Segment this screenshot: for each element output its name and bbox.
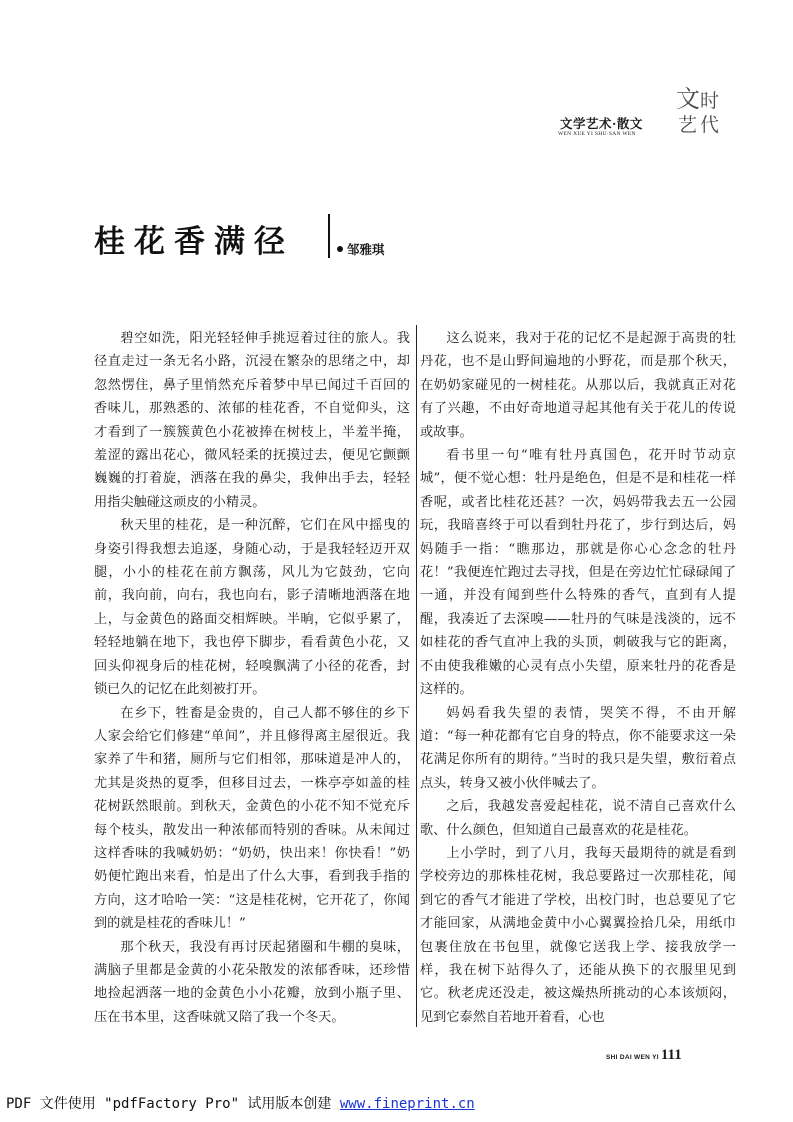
column-divider xyxy=(416,325,417,1027)
logo-char-shi: 时 xyxy=(700,90,720,112)
section-pinyin: WEN XUE YI SHU·SAN WEN xyxy=(558,131,636,137)
page-number: 111 xyxy=(660,1047,682,1063)
article-title: 桂花香满径 xyxy=(94,224,294,260)
article-right-column xyxy=(420,327,736,1029)
paragraph: 看书里一句“唯有牡丹真国色，花开时节动京城”，便不觉心想：牡丹是绝色，但是不是和桂花一样香呢，或者比桂花还甚？一次，妈妈带我去五一公园玩，我暗喜终于可以看到牡丹花了，步行到达后，妈妈随手一指：“瞧那边，那就是你心心念念的牡丹花！”我便连忙跑过去寻找，但是在旁边忙忙碌碌闻了一通，并没有闻到些什么特殊的香气，直到有人提醒，我凑近了去深嗅——牡丹的气味是浅淡的，远不如桂花的香气直冲上我的头顶，刺破我与它的距离，不由使我稚嫩的心灵有点小失望，原来牡丹的花香是这样的。 xyxy=(420,448,736,698)
paragraph: 之后，我越发喜爱起桂花，说不清自己喜欢什么歌、什么颜色，但知道自己最喜欢的花是桂花。 xyxy=(420,799,736,838)
title-divider xyxy=(328,214,330,258)
paragraph: 这么说来，我对于花的记忆不是起源于高贵的牡丹花，也不是山野间遍地的小野花，而是那个秋天，在奶奶家碰见的一树桂花。从那以后，我就真正对花有了兴趣，不由好奇地道寻起其他有关于花儿的传说或故事。 xyxy=(420,331,736,440)
author-bullet-icon xyxy=(337,246,343,252)
section-title: 文学艺术·散文 xyxy=(560,116,643,131)
paragraph: 秋天里的桂花，是一种沉醉，它们在风中摇曳的身姿引得我想去追逐，身随心动，于是我轻轻迈开双腿，小小的桂花在前方飘荡，风儿为它鼓劲，它向前，我向前，向右，我也向右，影子清晰地洒落在地上，与金黄色的路面交相辉映。半晌，它似乎累了，轻轻地躺在地下，我也停下脚步，看看黄色小花，又回头仰视身后的桂花树，轻嗅飘满了小径的花香，封锁已久的记忆在此刻被打开。 xyxy=(94,518,410,698)
article-left-column xyxy=(94,327,410,1029)
paragraph: 上小学时，到了八月，我每天最期待的就是看到学校旁边的那株桂花树，我总要路过一次那桂花，闻到它的香气才能进了学校，出校门时，也总要见了它才能回家，从满地金黄中小心翼翼捡拾几朵，用纸巾包裹住放在书包里，就像它送我上学、接我放学一样，我在树下站得久了，还能从换下的衣服里见到它。秋老虎还没走，被这燥热所挑动的心本该烦闷，见到它泰然自若地开着看，心也 xyxy=(420,845,736,1025)
folio-label: SHI DAI WEN YI xyxy=(606,1054,659,1061)
section-header xyxy=(556,85,726,140)
logo-char-yi: 艺 xyxy=(678,114,698,136)
fineprint-link[interactable]: www.fineprint.cn xyxy=(339,1096,475,1112)
logo-char-wen: 文 xyxy=(676,85,700,113)
pdf-creator-footer xyxy=(6,1093,475,1113)
paragraph: 在乡下，牲畜是金贵的，自己人都不够住的乡下人家会给它们修建“单间”，并且修得离主屋很近。我家养了牛和猪，厕所与它们相邻，那味道是冲人的，尤其是炎热的夏季，但移目过去，一株亭亭如盖的桂花树跃然眼前。到秋天，金黄色的小花不知不觉充斥每个枝头，散发出一种浓郁而特别的香味。从未闻过这样香味的我喊奶奶：“奶奶，快出来！你快看！”奶奶便忙跑出来看，怕是出了什么大事，看到我手指的方向，这才哈哈一笑：“这是桂花树，它开花了，你闻到的就是桂花的香味儿！” xyxy=(94,705,410,932)
paragraph: 妈妈看我失望的表情，哭笑不得，不由开解道：“每一种花都有它自身的特点，你不能要求这一朵花满足你所有的期待。”当时的我只是失望，敷衍着点点头，转身又被小伙伴喊去了。 xyxy=(420,705,736,791)
logo-char-dai: 代 xyxy=(700,114,720,136)
magazine-logo xyxy=(676,85,724,138)
page-folio xyxy=(606,1044,682,1064)
paragraph: 碧空如洗，阳光轻轻伸手挑逗着过往的旅人。我径直走过一条无名小路，沉浸在繁杂的思绪之中，却忽然愣住，鼻子里悄然充斥着梦中早已闻过千百回的香味儿，那熟悉的、浓郁的桂花香，不自觉仰头，这才看到了一簇簇黄色小花被捧在树枝上，半羞半掩，羞涩的露出花心，微风轻柔的抚摸过去，便见它颤颤巍巍的打着旋，洒落在我的鼻尖，我伸出手去，轻轻用指尖触碰这顽皮的小精灵。 xyxy=(94,331,410,510)
pdf-footer-text: PDF 文件使用 "pdfFactory Pro" 试用版本创建 xyxy=(6,1096,340,1112)
paragraph: 那个秋天，我没有再讨厌起猪圈和牛棚的臭味，满脑子里都是金黄的小花朵散发的浓郁香味，还珍惜地捡起洒落一地的金黄色小小花瓣，放到小瓶子里、压在书本里，这香味就又陪了我一个冬天。 xyxy=(94,939,410,1025)
article-author: 邹雅琪 xyxy=(347,242,385,257)
